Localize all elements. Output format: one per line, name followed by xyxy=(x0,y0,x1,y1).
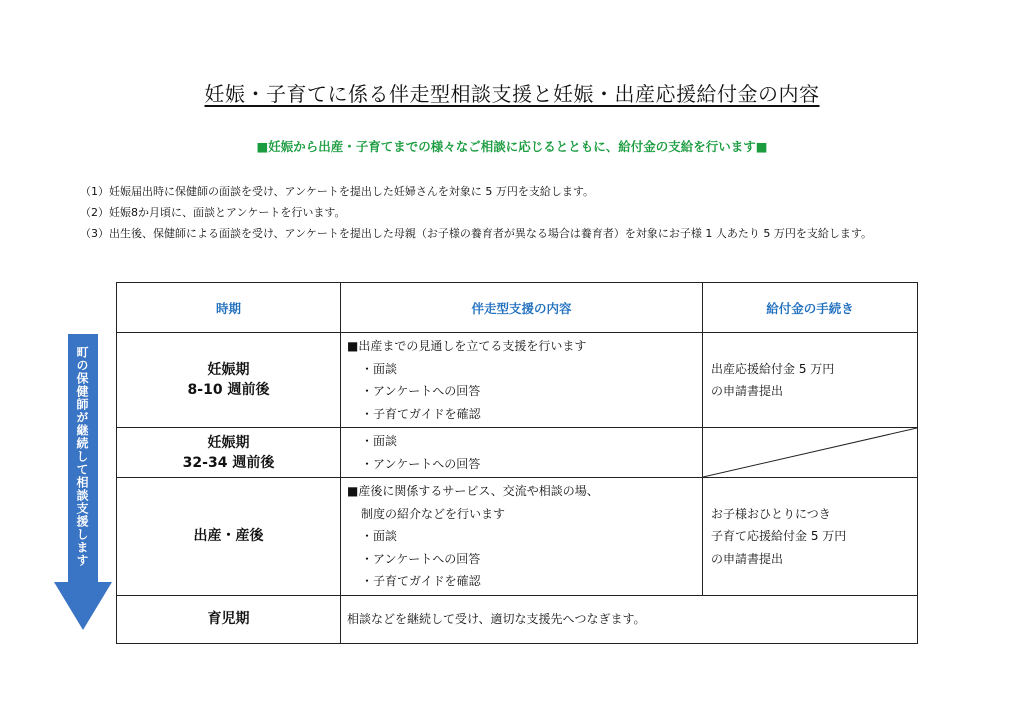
period-weeks: 32-34 週前後 xyxy=(182,454,275,471)
support-line: ■出産までの見通しを立てる支援を行います xyxy=(347,339,587,353)
support-cell xyxy=(341,333,703,428)
support-line: 相談などを継続して受け、適切な支援先へつなぎます。 xyxy=(347,611,646,626)
header-procedure: 給付金の手続き xyxy=(703,283,918,333)
support-cell xyxy=(341,595,918,643)
subtitle-banner: ■妊娠から出産・子育てまでの様々なご相談に応じるとともに、給付金の支給を行います■ xyxy=(256,139,768,154)
support-line: ・面談 xyxy=(361,434,398,448)
support-table xyxy=(116,282,918,644)
support-line: ・アンケートへの回答 xyxy=(361,551,481,566)
support-line: ・子育てガイドを確認 xyxy=(361,574,481,588)
table-row xyxy=(117,333,918,428)
period-label: 出産・産後 xyxy=(193,528,264,545)
procedure-line: の申請書提出 xyxy=(711,384,784,398)
period-cell xyxy=(117,595,341,643)
header-support: 伴走型支援の内容 xyxy=(341,283,703,333)
support-line: ■産後に関係するサービス、交流や相談の場、 xyxy=(347,484,599,498)
support-cell xyxy=(341,478,703,596)
support-cell xyxy=(341,428,703,478)
period-cell xyxy=(117,428,341,478)
diagonal-line xyxy=(703,428,917,477)
table-header-row xyxy=(117,283,918,333)
period-cell xyxy=(117,478,341,596)
support-line: ・面談 xyxy=(361,529,398,543)
note-item: （1）妊娠届出時に保健師の面談を受け、アンケートを提出した妊婦さんを対象に 5 万円を支給します。 xyxy=(80,185,595,198)
header-period: 時期 xyxy=(117,283,341,333)
table-row xyxy=(117,428,918,478)
arrow-label: 町の保健師が継続して相談支援します xyxy=(75,346,89,567)
note-item: （3）出生後、保健師による面談を受け、アンケートを提出した母親（お子様の養育者が異なる場合は養育者）を対象にお子様 1 人あたり 5 万円を支給します。 xyxy=(80,227,872,240)
period-cell xyxy=(117,333,341,428)
procedure-line: 出産応援給付金 5 万円 xyxy=(711,361,835,376)
support-line: ・アンケートへの回答 xyxy=(361,456,481,471)
period-label: 妊娠期 xyxy=(207,434,250,451)
procedure-line: お子様おひとりにつき xyxy=(711,506,831,521)
page-title: 妊娠・子育てに係る伴走型相談支援と妊娠・出産応援給付金の内容 xyxy=(204,82,820,106)
empty-procedure-cell xyxy=(703,428,918,478)
table-row xyxy=(117,478,918,596)
period-weeks: 8-10 週前後 xyxy=(187,382,270,398)
procedure-cell xyxy=(703,478,918,596)
support-line: ・アンケートへの回答 xyxy=(361,384,481,398)
note-item: （2）妊娠8か月頃に、面談とアンケートを行います。 xyxy=(80,206,346,219)
procedure-cell xyxy=(703,333,918,428)
support-line: ・子育てガイドを確認 xyxy=(361,406,481,421)
table-row xyxy=(117,595,918,643)
support-line: ・面談 xyxy=(361,361,398,376)
procedure-line: 子育て応援給付金 5 万円 xyxy=(711,529,847,543)
period-label: 育児期 xyxy=(207,611,250,627)
procedure-line: の申請書提出 xyxy=(711,551,784,566)
period-label: 妊娠期 xyxy=(207,362,250,378)
support-line: 制度の紹介などを行います xyxy=(361,506,506,521)
notes-list xyxy=(80,181,872,244)
